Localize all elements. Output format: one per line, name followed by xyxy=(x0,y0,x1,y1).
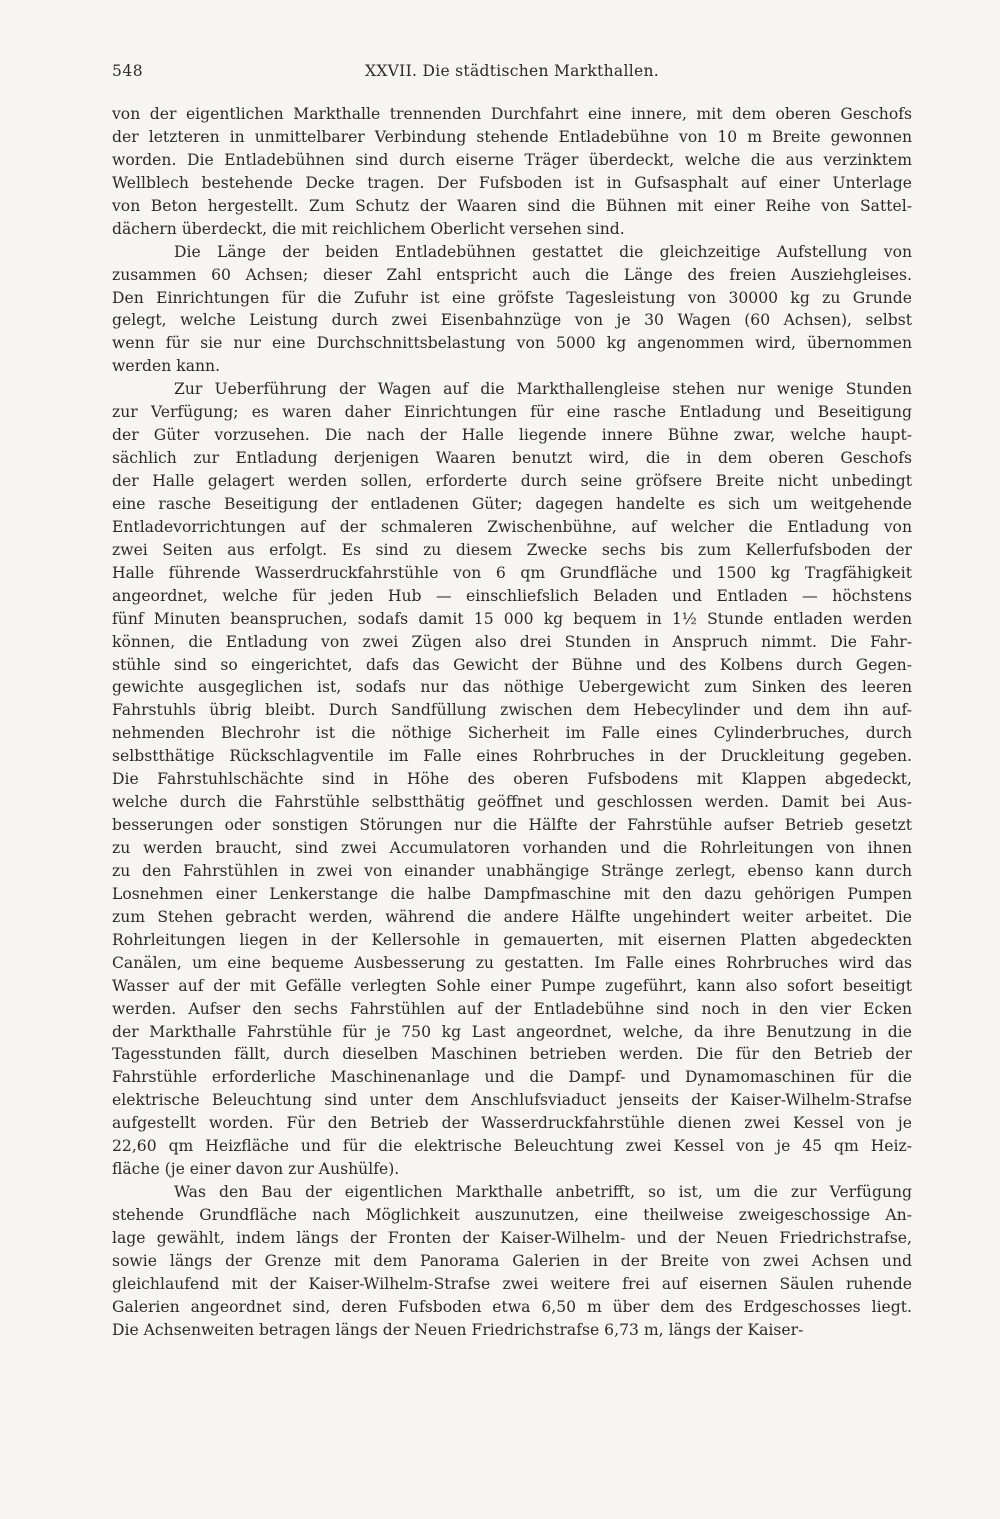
text-line: Tagesstunden fällt, durch dieselben Maschinen betrieben werden. Die für den Betrieb der xyxy=(112,1045,912,1064)
text-line: gelegt, welche Leistung durch zwei Eisenbahnzüge von je 30 Wagen (60 Achsen), selbst xyxy=(112,311,912,330)
text-line: dächern überdeckt, die mit reichlichem Oberlicht versehen sind. xyxy=(112,219,625,238)
text-line: nehmenden Blechrohr ist die nöthige Sicherheit im Falle eines Cylinderbruches, durch xyxy=(112,724,912,743)
text-line: Wellblech bestehende Decke tragen. Der Fufsboden ist in Gufsasphalt auf einer Unterlage xyxy=(112,173,912,192)
text-line: angeordnet, welche für jeden Hub — einschliefslich Beladen und Entladen — höchstens xyxy=(112,586,912,605)
text-line: der Halle gelagert werden sollen, erforderte durch seine gröfsere Breite nicht unbedingt xyxy=(112,472,912,490)
text-line: Zur Ueberführung der Wagen auf die Markthallengleise stehen nur wenige Stunden xyxy=(174,380,912,399)
text-line: können, die Entladung von zwei Zügen also drei Stunden in Anspruch nimmt. Die Fahr- xyxy=(112,632,912,651)
text-line: sächlich zur Entladung derjenigen Waaren benutzt wird, die in dem oberen Geschofs xyxy=(112,449,912,468)
text-line: Die Fahrstuhlschächte sind in Höhe des oberen Fufsbodens mit Klappen abgedeckt, xyxy=(112,770,912,789)
text-line: werden. Aufser den sechs Fahrstühlen auf der Entladebühne sind noch in den vier Ecken xyxy=(112,999,912,1018)
text-line: zwei Seiten aus erfolgt. Es sind zu diesem Zwecke sechs bis zum Kellerfufsboden der xyxy=(112,540,912,559)
page-header xyxy=(112,62,912,86)
paragraph xyxy=(112,1181,912,1342)
text-line: selbstthätige Rückschlagventile im Falle eines Rohrbruches in der Druckleitung gegeben. xyxy=(112,747,912,766)
text-line: Galerien angeordnet sind, deren Fufsboden etwa 6,50 m über dem des Erdgeschosses liegt. xyxy=(112,1297,912,1316)
text-line: Canälen, um eine bequeme Ausbesserung zu gestatten. Im Falle eines Rohrbruches wird das xyxy=(112,953,912,972)
text-line: Wasser auf der mit Gefälle verlegten Sohle einer Pumpe zugeführt, kann also sofort beseitigt xyxy=(112,976,912,995)
text-line: stehende Grundfläche nach Möglichkeit auszunutzen, eine theilweise zweigeschossige An- xyxy=(112,1206,912,1224)
body-text xyxy=(112,103,912,1342)
text-line: Fahrstuhls übrig bleibt. Durch Sandfüllung zwischen dem Hebecylinder und dem ihn auf- xyxy=(112,701,912,720)
text-line: Halle führende Wasserdruckfahrstühle von 6 qm Grundfläche und 1500 kg Tragfähigkeit xyxy=(112,563,912,582)
text-line: Fahrstühle erforderliche Maschinenanlage und die Dampf- und Dynamomaschinen für die xyxy=(112,1068,912,1087)
text-line: zur Verfügung; es waren daher Einrichtungen für eine rasche Entladung und Beseitigung xyxy=(112,403,912,422)
paragraph xyxy=(112,378,912,1181)
text-line: der Güter vorzusehen. Die nach der Halle liegende innere Bühne zwar, welche haupt- xyxy=(112,426,912,445)
text-line: elektrische Beleuchtung sind unter dem Anschlufsviaduct jenseits der Kaiser-Wilhelm-Strafse xyxy=(112,1091,912,1110)
text-line: der letzteren in unmittelbarer Verbindung stehende Entladebühne von 10 m Breite gewonnen xyxy=(112,127,912,146)
text-line: von Beton hergestellt. Zum Schutz der Waaren sind die Bühnen mit einer Reihe von Sattel- xyxy=(112,196,912,215)
text-line: wenn für sie nur eine Durchschnittsbelastung von 5000 kg angenommen wird, übernommen xyxy=(112,334,912,353)
text-line: Die Länge der beiden Entladebühnen gestattet die gleichzeitige Aufstellung von xyxy=(174,242,912,261)
text-line: eine rasche Beseitigung der entladenen Güter; dagegen handelte es sich um weitgehende xyxy=(112,494,912,513)
text-line: fünf Minuten beanspruchen, sodafs damit 15 000 kg bequem in 1½ Stunde entladen werden xyxy=(112,609,912,628)
text-line: Die Achsenweiten betragen längs der Neuen Friedrichstrafse 6,73 m, längs der Kaiser- xyxy=(112,1320,804,1339)
text-line: besserungen oder sonstigen Störungen nur die Hälfte der Fahrstühle aufser Betrieb gesetzt xyxy=(112,816,912,835)
text-line: von der eigentlichen Markthalle trennenden Durchfahrt eine innere, mit dem oberen Geschofs xyxy=(112,105,912,123)
running-title: XXVII. Die städtischen Markthallen. xyxy=(365,62,659,80)
text-line: welche durch die Fahrstühle selbstthätig geöffnet und geschlossen werden. Damit bei Aus- xyxy=(112,793,912,812)
text-line: zu den Fahrstühlen in zwei von einander unabhängige Stränge zerlegt, ebenso kann durch xyxy=(112,861,912,880)
text-line: werden kann. xyxy=(112,357,221,376)
text-line: lage gewählt, indem längs der Fronten der Kaiser-Wilhelm- und der Neuen Friedrichstrafse, xyxy=(112,1228,912,1247)
paragraph xyxy=(112,241,912,379)
text-line: gleichlaufend mit der Kaiser-Wilhelm-Strafse zwei weitere frei auf eisernen Säulen ruhende xyxy=(112,1274,912,1293)
page-number: 548 xyxy=(112,62,144,80)
text-line: Losnehmen einer Lenkerstange die halbe Dampfmaschine mit den dazu gehörigen Pumpen xyxy=(112,884,912,903)
text-line: Den Einrichtungen für die Zufuhr ist eine gröfste Tagesleistung von 30000 kg zu Grunde xyxy=(112,288,912,307)
text-line: fläche (je einer davon zur Aushülfe). xyxy=(112,1160,400,1179)
text-line: sowie längs der Grenze mit dem Panorama Galerien in der Breite von zwei Achsen und xyxy=(112,1251,912,1270)
text-line: Entladevorrichtungen auf der schmaleren Zwischenbühne, auf welcher die Entladung von xyxy=(112,517,912,536)
text-line: stühle sind so eingerichtet, dafs das Gewicht der Bühne und des Kolbens durch Gegen- xyxy=(112,655,912,674)
text-line: der Markthalle Fahrstühle für je 750 kg Last angeordnet, welche, da ihre Benutzung in die xyxy=(112,1022,912,1041)
text-line: aufgestellt worden. Für den Betrieb der Wasserdruckfahrstühle dienen zwei Kessel von je xyxy=(112,1114,912,1133)
text-line: Rohrleitungen liegen in der Kellersohle in gemauerten, mit eisernen Platten abgedeckten xyxy=(112,930,912,949)
paragraph xyxy=(112,103,912,241)
text-line: zu werden braucht, sind zwei Accumulatoren vorhanden und die Rohrleitungen von ihnen xyxy=(112,839,912,857)
text-line: 22,60 qm Heizfläche und für die elektrische Beleuchtung zwei Kessel von je 45 qm Heiz- xyxy=(112,1137,912,1156)
text-line: gewichte ausgeglichen ist, sodafs nur das nöthige Uebergewicht zum Sinken des leeren xyxy=(112,678,912,697)
text-line: Was den Bau der eigentlichen Markthalle anbetrifft, so ist, um die zur Verfügung xyxy=(174,1183,912,1202)
text-line: zum Stehen gebracht werden, während die andere Hälfte ungehindert weiter arbeitet. Die xyxy=(112,907,912,926)
text-line: zusammen 60 Achsen; dieser Zahl entspricht auch die Länge des freien Ausziehgleises. xyxy=(112,265,912,284)
text-line: worden. Die Entladebühnen sind durch eiserne Träger überdeckt, welche die aus verzinktem xyxy=(112,150,912,169)
